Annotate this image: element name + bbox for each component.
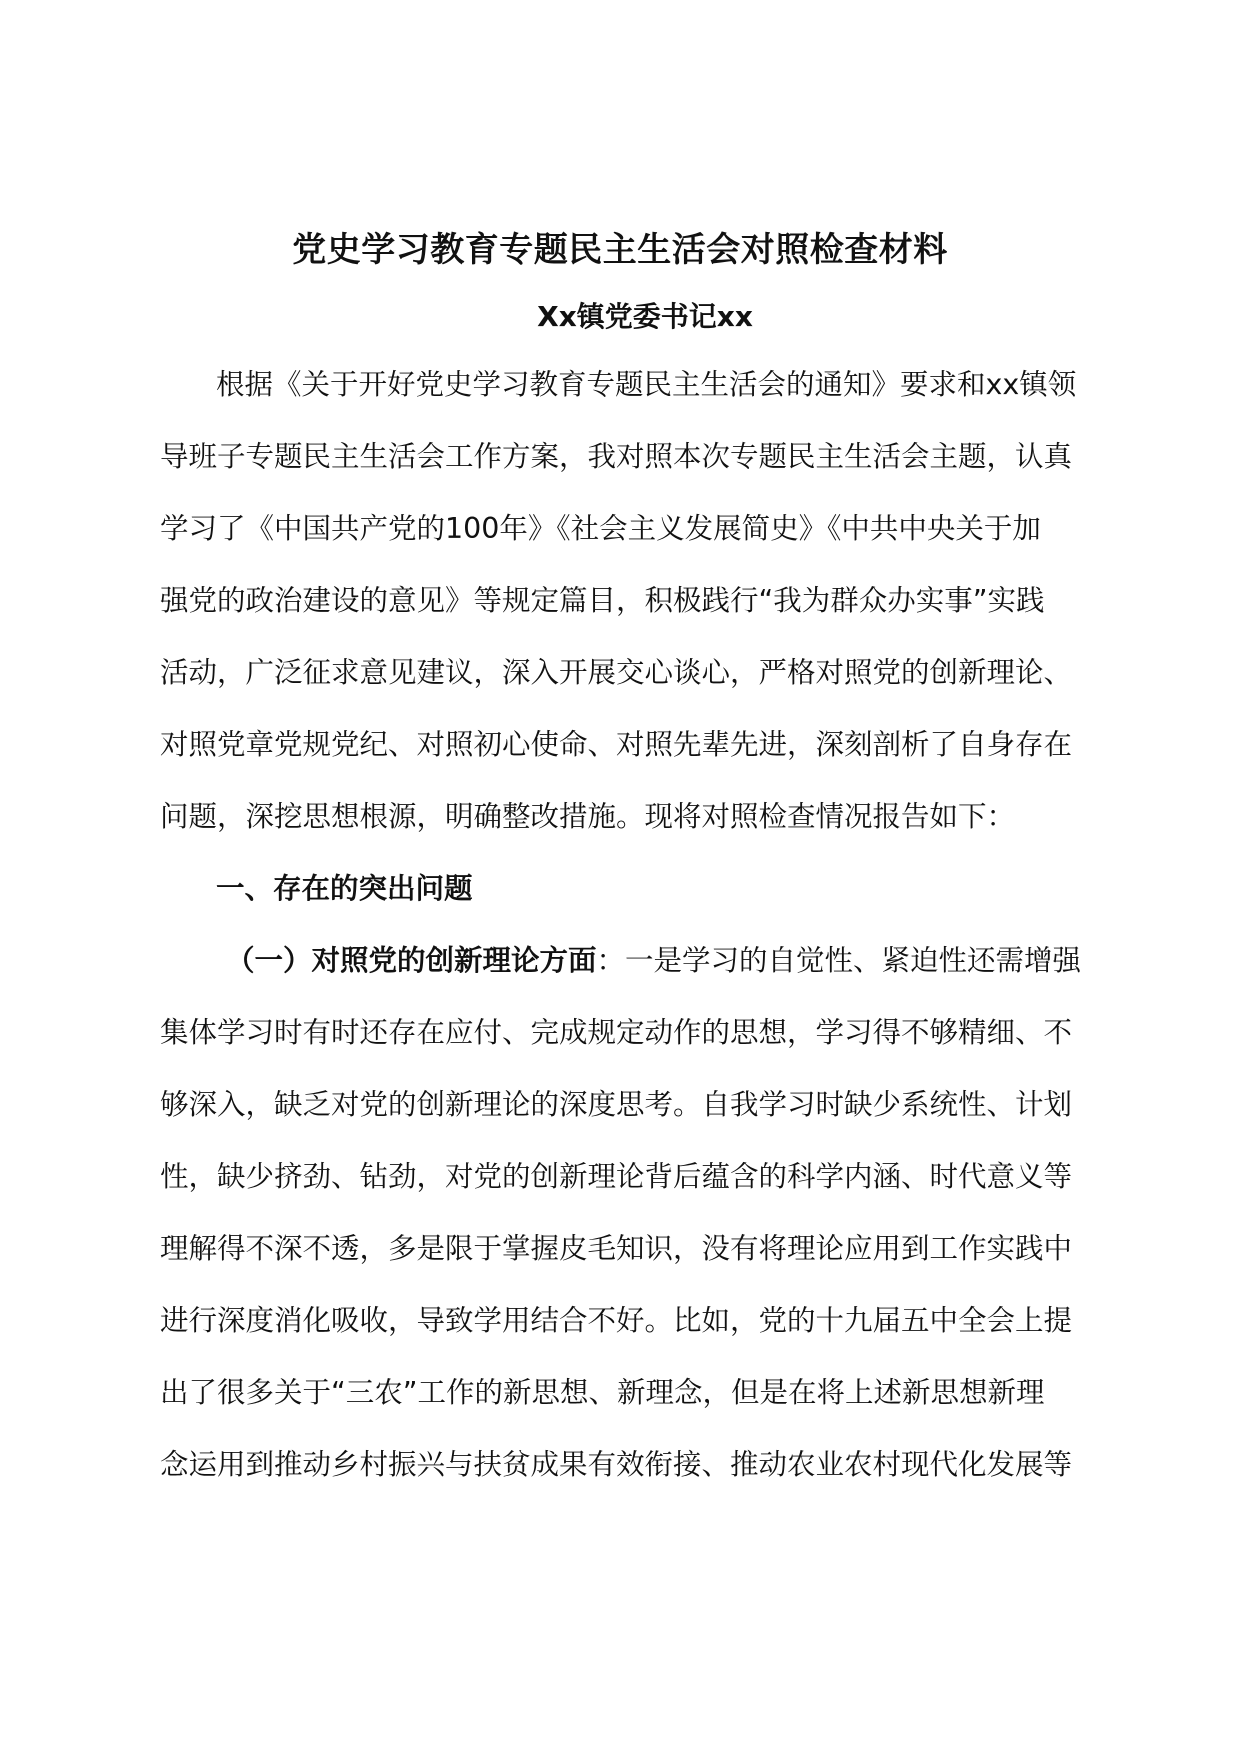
paragraph-line: 理解得不深不透，多是限于掌握皮毛知识，没有将理论应用到工作实践中	[160, 1232, 1073, 1265]
paragraph-line: 集体学习时有时还存在应付、完成规定动作的思想，学习得不够精细、不	[160, 1016, 1073, 1049]
document-title: 党史学习教育专题民主生活会对照检查材料	[292, 230, 948, 270]
paragraph-line: 念运用到推动乡村振兴与扶贫成果有效衔接、推动农业农村现代化发展等	[160, 1448, 1073, 1481]
paragraph-line: 对照党章党规党纪、对照初心使命、对照先辈先进，深刻剖析了自身存在	[160, 728, 1073, 761]
paragraph-line: 根据《关于开好党史学习教育专题民主生活会的通知》要求和xx镇领	[216, 368, 1077, 401]
subsection-first-line	[160, 941, 1090, 1013]
paragraph-line: 强党的政治建设的意见》等规定篇目，积极践行“我为群众办实事”实践	[160, 584, 1045, 617]
paragraph-line: 活动，广泛征求意见建议，深入开展交心谈心，严格对照党的创新理论、	[160, 656, 1073, 689]
document-author: Xx镇党委书记xx	[537, 300, 753, 333]
paragraph-line: 出了很多关于“三农”工作的新思想、新理念，但是在将上述新思想新理	[160, 1376, 1045, 1409]
paragraph-line: 学习了《中国共产党的100年》《社会主义发展简史》《中共中央关于加	[160, 512, 1041, 545]
document-body	[160, 365, 1090, 1517]
paragraph-line: 进行深度消化吸收，导致学用结合不好。比如，党的十九届五中全会上提	[160, 1304, 1073, 1337]
paragraph-line: 导班子专题民主生活会工作方案，我对照本次专题民主生活会主题，认真	[160, 440, 1073, 473]
paragraph-line: 够深入，缺乏对党的创新理论的深度思考。自我学习时缺少系统性、计划	[160, 1088, 1073, 1121]
section-heading: 一、存在的突出问题	[216, 872, 473, 905]
paragraph-line: 性，缺少挤劲、钻劲，对党的创新理论背后蕴含的科学内涵、时代意义等	[160, 1160, 1073, 1193]
subsection-text: ：一是学习的自觉性、紧迫性还需增强	[596, 944, 1082, 977]
subsection-label: （一）对照党的创新理论方面	[226, 944, 597, 977]
paragraph-line: 问题，深挖思想根源，明确整改措施。现将对照检查情况报告如下：	[160, 800, 1016, 833]
